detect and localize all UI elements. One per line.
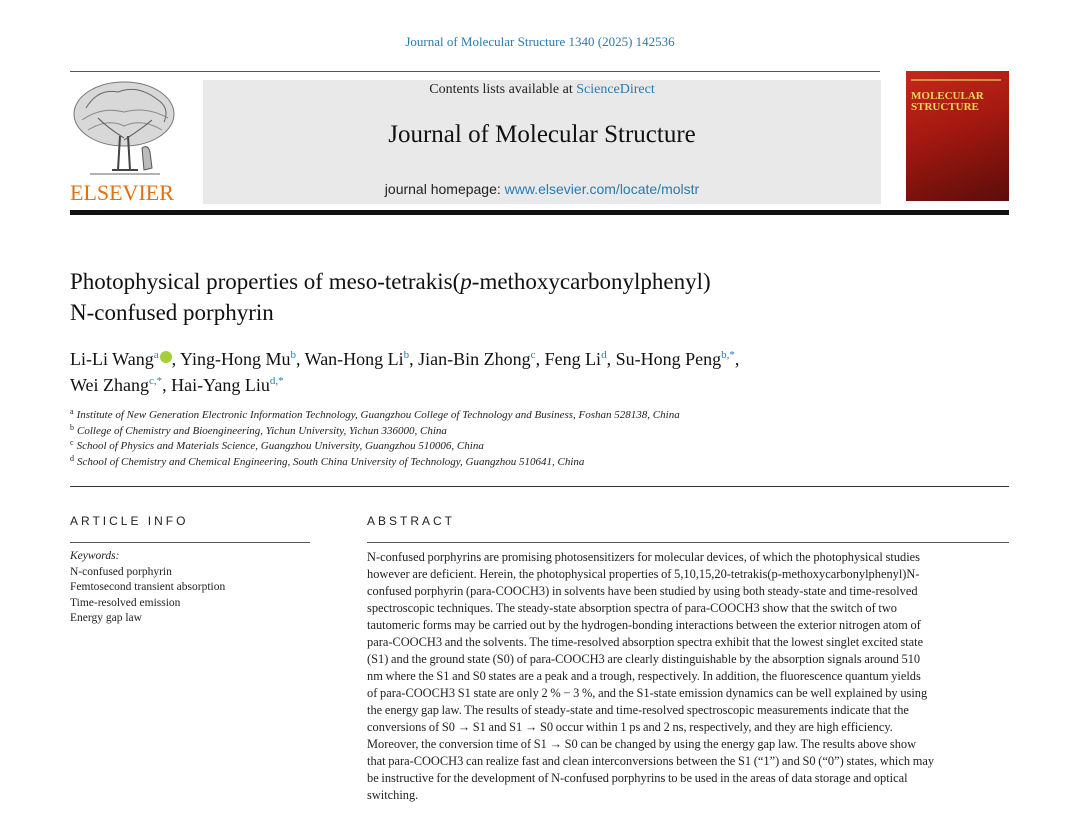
article-title <box>70 266 970 328</box>
article-info-heading: ARTICLE INFO <box>70 514 189 528</box>
keyword-item[interactable]: Time-resolved emission <box>70 596 181 609</box>
journal-cover-image[interactable] <box>906 71 1009 201</box>
author-affil-mark[interactable]: c,* <box>149 375 163 387</box>
affiliation-text: School of Chemistry and Chemical Engineering, South China University of Technology, Guangzhou 510641, China <box>77 455 585 468</box>
journal-title[interactable]: Journal of Molecular Structure <box>388 121 696 148</box>
abstract-line: be instructive for the development of N-confused porphyrins to be used in the areas of data storage and optical <box>367 771 908 785</box>
section-divider <box>70 486 1009 487</box>
publisher-wordmark: ELSEVIER <box>70 180 174 205</box>
abstract-line: para-COOCH3 and the solvents. The time-resolved absorption spectra exhibit that the lowest singlet excited state <box>367 635 924 649</box>
affiliation-text: College of Chemistry and Bioengineering, Yichun University, Yichun 336000, China <box>77 424 447 437</box>
affiliation-item <box>70 424 1000 440</box>
author-affil-mark[interactable]: d <box>601 349 607 361</box>
author-list: Li-Li Wang$^a$ , Ying-Hong Mu$^b$, Wan-Hong Li$^b$, Jian-Bin Zhong$^c$, Feng Li$^d$, Su-Hong Peng$^{b,*}$, Wei Zhang$^{c,*}$, Hai-Yang Liu$^{d,*}$ <box>70 349 740 395</box>
contents-prefix: Contents lists available at <box>429 82 577 97</box>
affiliation-list <box>70 408 1000 470</box>
affiliation-mark: a <box>70 407 74 416</box>
article-title-line-2: N-confused porphyrin <box>70 300 274 325</box>
affiliation-item <box>70 408 1000 424</box>
author-affil-mark[interactable]: b,* <box>721 349 735 361</box>
elsevier-tree-icon <box>68 78 180 182</box>
abstract-line: conversions of S0 → S1 and S1 → S0 occur within 1 ps and 2 ns, respectively, and they are high efficiency. <box>367 720 893 734</box>
abstract-line: (S1) and the ground state (S0) of para-COOCH3 are clearly distinguishable by the absorption signals around 510 <box>367 652 921 666</box>
affiliation-item <box>70 455 1000 471</box>
abstract-line: switching. <box>367 788 419 802</box>
keyword-item[interactable]: Energy gap law <box>70 612 142 624</box>
abstract-line: N-confused porphyrins are promising photosensitizers for molecular devices, of which the photophysical studies <box>367 550 920 564</box>
author-name[interactable]: Su-Hong Peng <box>615 349 722 369</box>
citation-line[interactable]: Journal of Molecular Structure 1340 (2025) 142536 <box>405 34 675 49</box>
author-name[interactable]: Hai-Yang Liu <box>171 375 270 395</box>
abstract-line: that para-COOCH3 can realize fast and clean interconversions between the S1 (“1”) and S0 (“0”) states, which may <box>367 754 935 768</box>
abstract-line: tautomeric forms may be carried out by the hydrogen-bonding interactions between the exterior nitrogen atom of <box>367 618 921 632</box>
author-name[interactable]: Li-Li Wang <box>70 349 154 369</box>
header-top-rule <box>70 71 880 72</box>
affiliation-mark: b <box>70 422 74 432</box>
homepage-link[interactable]: www.elsevier.com/locate/molstr <box>504 181 700 197</box>
author-affil-mark[interactable]: c <box>530 349 536 361</box>
contents-line <box>203 82 881 98</box>
affiliation-item <box>70 439 1000 455</box>
abstract-line: nm where the S1 and S0 states are a peak and a trough, respectively. In addition, the fluorescence quantum yields <box>367 669 921 683</box>
author-name[interactable]: Feng Li <box>544 349 602 369</box>
affiliation-text: School of Physics and Materials Science, Guangzhou University, Guangzhou 510006, China <box>76 440 484 452</box>
author-affil-mark[interactable]: b <box>290 349 296 361</box>
sciencedirect-link[interactable]: ScienceDirect <box>576 82 655 97</box>
keyword-item[interactable]: Femtosecond transient absorption <box>70 581 226 593</box>
abstract-line: spectroscopic techniques. The steady-state absorption spectra of para-COOCH3 show that the switch of two <box>367 601 897 615</box>
article-title-line-1: Photophysical properties of meso-tetrakis(p-methoxycarbonylphenyl) <box>70 269 711 294</box>
affiliation-text: Institute of New Generation Electronic Information Technology, Guangzhou College of Technology and Business, Foshan 528138, China <box>76 409 680 421</box>
abstract-heading: ABSTRACT <box>367 514 456 528</box>
author-name[interactable]: Jian-Bin Zhong <box>418 349 531 369</box>
author-affil-mark[interactable]: a <box>153 349 159 361</box>
abstract-line: confused porphyrin (para-COOCH3) in solvents have been studied by using both steady-state and time-resolved <box>367 584 918 598</box>
abstract-rule <box>367 542 1009 543</box>
article-info-rule <box>70 542 310 543</box>
author-name[interactable]: Ying-Hong Mu <box>179 349 291 369</box>
author-affil-mark[interactable]: d,* <box>269 375 284 387</box>
cover-title: MOLECULAR STRUCTURE <box>911 90 984 113</box>
header-thick-rule <box>70 210 1009 215</box>
affiliation-mark: d <box>70 453 74 463</box>
abstract-line: however are deficient. Herein, the photophysical properties of 5,10,15,20-tetrakis(p-methoxycarbonylphenyl)N- <box>367 567 920 581</box>
author-name[interactable]: Wei Zhang <box>70 375 150 395</box>
journal-homepage <box>203 181 881 197</box>
abstract-line: of para-COOCH3 S1 state are only 2 % − 3 %, and the S1-state emission dynamics can be well explained by using <box>367 686 928 700</box>
author-affil-mark[interactable]: b <box>403 349 410 361</box>
abstract-line: Moreover, the conversion time of S1 → S0 can be changed by using the energy gap law. The results above show <box>367 737 917 751</box>
author-name[interactable]: Wan-Hong Li <box>304 349 404 369</box>
cover-top-stripe <box>911 79 1001 81</box>
homepage-prefix: journal homepage: <box>384 181 505 197</box>
keywords-label: Keywords: <box>70 550 120 562</box>
abstract-line: the energy gap law. The results of steady-state and time-resolved spectroscopic measurements indicate that the <box>367 703 909 717</box>
abstract-body <box>367 549 1009 804</box>
orcid-icon[interactable] <box>160 351 172 363</box>
keywords-block <box>70 549 310 627</box>
keyword-item[interactable]: N-confused porphyrin <box>70 565 172 578</box>
affiliation-mark: c <box>70 438 74 447</box>
